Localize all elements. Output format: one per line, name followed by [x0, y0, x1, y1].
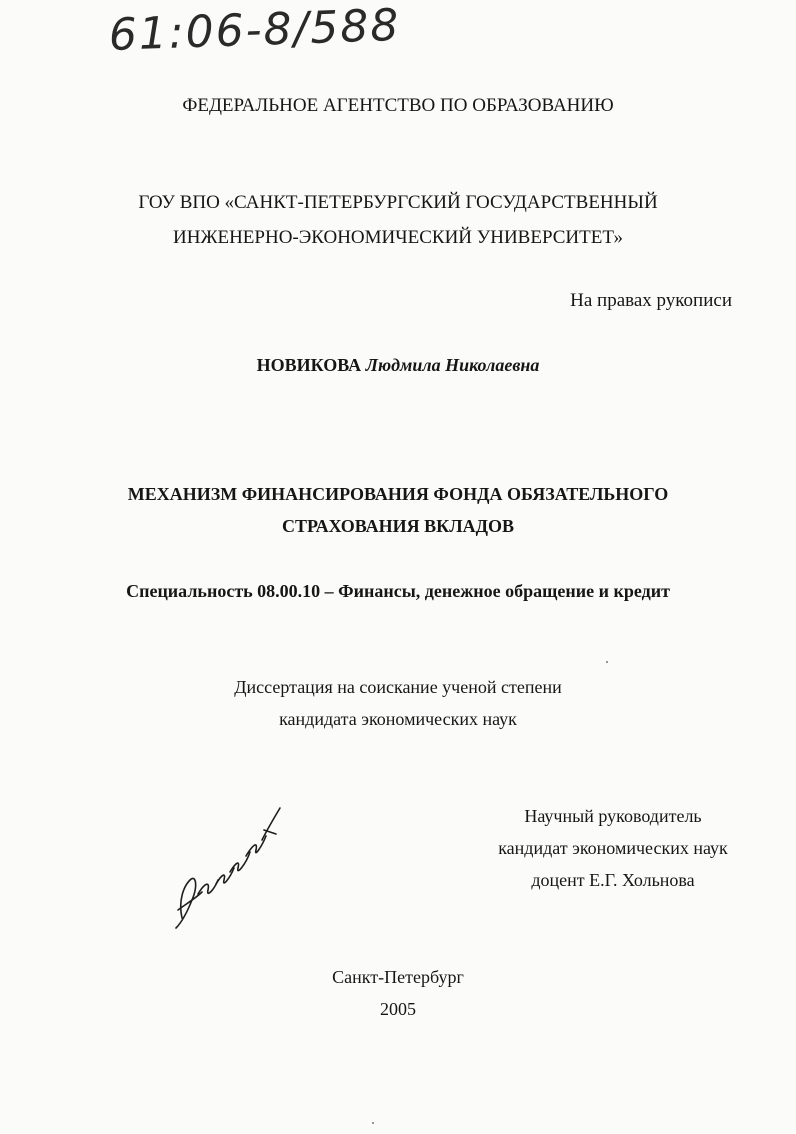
- manuscript-rights: На правах рукописи: [570, 290, 732, 311]
- thesis-title-line-1: МЕХАНИЗМ ФИНАНСИРОВАНИЯ ФОНДА ОБЯЗАТЕЛЬНОГО: [127, 484, 669, 504]
- author-surname: НОВИКОВА: [256, 355, 362, 375]
- supervisor-name: доцент Е.Г. Хольнова: [531, 870, 695, 890]
- author-given-names: Людмила Николаевна: [365, 355, 540, 375]
- handwritten-signature: [168, 800, 288, 940]
- thesis-title-line-2: СТРАХОВАНИЯ ВКЛАДОВ: [281, 516, 514, 536]
- university-line-1: ГОУ ВПО «САНКТ-ПЕТЕРБУРГСКИЙ ГОСУДАРСТВЕННЫЙ: [138, 192, 658, 213]
- dissertation-line-2: кандидата экономических наук: [279, 709, 517, 729]
- university-line-2: ИНЖЕНЕРНО-ЭКОНОМИЧЕСКИЙ УНИВЕРСИТЕТ»: [173, 227, 623, 248]
- agency-name: ФЕДЕРАЛЬНОЕ АГЕНТСТВО ПО ОБРАЗОВАНИЮ: [182, 95, 614, 116]
- dissertation-line-1: Диссертация на соискание ученой степени: [234, 677, 562, 697]
- scan-speck: [606, 661, 608, 663]
- specialty: Специальность 08.00.10 – Финансы, денежное обращение и кредит: [126, 581, 670, 601]
- supervisor-degree: кандидат экономических наук: [498, 838, 728, 858]
- year: 2005: [380, 999, 416, 1019]
- city: Санкт-Петербург: [332, 967, 464, 987]
- scan-speck: [372, 1122, 374, 1124]
- handwritten-archive-code: 61:06-8/588: [108, 0, 402, 61]
- supervisor-label: Научный руководитель: [524, 806, 702, 826]
- author-name: [0, 355, 796, 376]
